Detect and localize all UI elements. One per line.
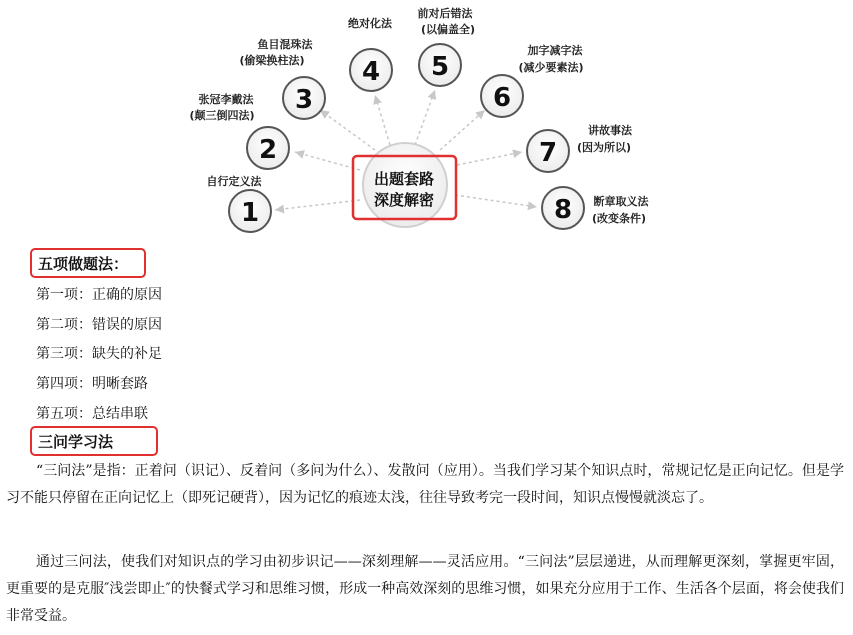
method-item-5: 第五项：总结串联 [36,406,148,422]
method-item-1: 第一项：正确的原因 [36,287,162,303]
section-three-questions-title: 三问学习法 [30,426,158,456]
paragraph-1: “三问法”是指：正着问（识记）、反着问（多问为什么）、发散问（应用）。当我们学习某个知识点时，常规记忆是正向记忆。但是学习不能只停留在正向记忆上（即死记硬背），因为记忆的痕迹太浅，往往导致考完一段时间，知识点慢慢就淡忘了。 [6,463,844,506]
method-item-4: 第四项：明晰套路 [36,376,148,392]
node-3-sublabel: (偷梁换柱法) [239,54,305,67]
node-8-number: 8 [553,195,573,225]
node-6-number: 6 [492,83,512,113]
node-1 [207,174,272,232]
node-4-number: 4 [361,57,381,87]
center-line-1: 出题套路 [373,170,435,188]
node-4 [348,16,393,91]
node-4-label: 绝对化法 [348,17,392,30]
node-7-sublabel: (因为所以) [576,141,632,154]
node-1-label: 自行定义法 [206,175,262,188]
node-5-sublabel: (以偏盖全) [420,23,476,36]
node-3 [239,37,325,119]
node-5-label: 前对后错法 [417,7,473,20]
node-6 [481,43,584,117]
node-6-sublabel: (减少要素法) [518,61,584,74]
node-5 [418,6,476,86]
center-node [353,143,456,227]
method-item-2: 第二项：错误的原因 [36,317,162,333]
node-7 [527,123,633,172]
node-2-label: 张冠李戴法 [198,93,254,106]
node-7-number: 7 [538,138,558,168]
node-6-label: 加字减字法 [527,44,583,57]
node-1-number: 1 [240,198,260,228]
node-7-label: 讲故事法 [588,124,632,137]
node-8-label: 断章取义法 [593,195,649,208]
node-2-number: 2 [258,135,278,165]
node-8-sublabel: (改变条件) [591,212,647,225]
node-2-sublabel: (颠三倒四法) [189,109,255,122]
question-trap-diagram [0,0,853,245]
center-line-2: 深度解密 [373,191,435,209]
node-2 [189,92,289,169]
node-5-number: 5 [430,52,450,82]
paragraph-2: 通过三问法，使我们对知识点的学习由初步识记——深刻理解——灵活应用。“三问法”层层递进，从而理解更深刻，掌握更牢固，更重要的是克服″浅尝即止″的快餐式学习和思维习惯，形成一种高效深刻的思维习惯，如果充分应用于工作、生活各个层面，将会使我们非常受益。 [6,554,844,624]
node-3-label: 鱼目混珠法 [257,38,313,51]
section-five-methods-title: 五项做题法： [30,248,146,278]
node-3-number: 3 [294,85,314,115]
method-item-3: 第三项：缺失的补足 [36,346,162,362]
node-8 [542,187,649,229]
